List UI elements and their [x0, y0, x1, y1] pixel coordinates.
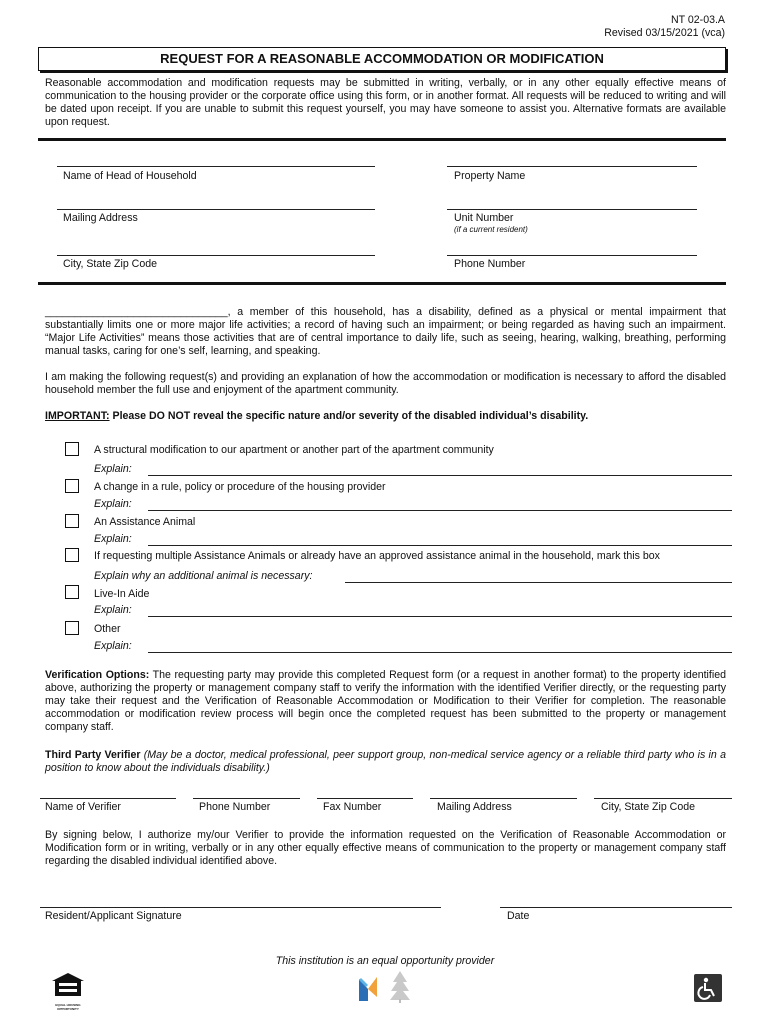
verification-paragraph [45, 669, 726, 734]
equal-opportunity-text: This institution is an equal opportunity provider [275, 955, 495, 967]
third-party-text: (May be a doctor, medical professional, peer support group, non-medical service agency or a reliable third party who is in a position to know about the individuals disability.) [45, 749, 726, 774]
explain-label: Explain: [94, 463, 132, 475]
city-state-zip-line[interactable] [57, 255, 375, 256]
rule-change-checkbox[interactable] [65, 479, 79, 493]
option-label: If requesting multiple Assistance Animals or already have an approved assistance animal in the household, mark this box [94, 550, 660, 562]
head-of-household-label: Name of Head of Household [63, 170, 197, 182]
verifier-city-label: City, State Zip Code [601, 801, 696, 813]
important-notice [45, 410, 726, 423]
signature-line[interactable] [40, 907, 441, 908]
mailing-address-line[interactable] [57, 209, 375, 210]
verifier-name-line[interactable] [40, 798, 176, 799]
verifier-address-label: Mailing Address [437, 801, 512, 813]
verification-text: The requesting party may provide this completed Request form (or a request in another format) to the property identified above, authorizing the property or management company staff to verify the information with the identified Verifier directly, or the requesting party may take their request and the Verification of Reasonable Accommodation or Modification to their Verifier for completion. The reasonable accommodation or modification review process will begin once the completed request has been submitted to the property or management company staff. [45, 669, 726, 733]
city-state-zip-label: City, State Zip Code [63, 258, 158, 270]
title-box [38, 47, 726, 71]
unit-number-note: (if a current resident) [454, 225, 528, 234]
mailing-address-label: Mailing Address [63, 212, 138, 224]
authorization-paragraph: By signing below, I authorize my/our Verifier to provide the information requested on the Verification of Reasonable Accommodation or Modification form or in writing, verbally or in any other equally effective means of communication to the property or management company staff regarding the disabled individual identified above. [45, 829, 726, 867]
option-label: A structural modification to our apartment or another part of the apartment community [94, 444, 494, 456]
revised-date: Revised 03/15/2021 (vca) [604, 27, 725, 39]
date-label: Date [507, 910, 530, 922]
verifier-address-line[interactable] [430, 798, 577, 799]
verifier-phone-label: Phone Number [199, 801, 271, 813]
eho-caption: EQUAL HOUSING OPPORTUNITY [55, 1003, 81, 1011]
structural-modification-checkbox[interactable] [65, 442, 79, 456]
unit-number-line[interactable] [447, 209, 697, 210]
explain-line[interactable] [148, 510, 732, 511]
explain-label: Explain why an additional animal is necessary: [94, 570, 313, 582]
explain-label: Explain: [94, 533, 132, 545]
equal-housing-logo [50, 972, 86, 1011]
verification-label: Verification Options: [45, 669, 150, 681]
third-party-paragraph [45, 749, 726, 775]
divider [38, 282, 726, 285]
explain-label: Explain: [94, 498, 132, 510]
assistance-animal-checkbox[interactable] [65, 514, 79, 528]
explain-line[interactable] [148, 616, 732, 617]
head-of-household-line[interactable] [57, 166, 375, 167]
divider [38, 138, 726, 141]
explain-line[interactable] [148, 652, 732, 653]
explain-label: Explain: [94, 604, 132, 616]
request-paragraph: I am making the following request(s) and providing an explanation of how the accommodation or modification is necessary to afford the disabled household member the full use and enjoyment of the apartment community. [45, 371, 726, 396]
important-text: Please DO NOT reveal the specific nature and/or severity of the disabled individual’s disability. [112, 410, 589, 422]
phone-number-line[interactable] [447, 255, 697, 256]
form-header [604, 14, 725, 40]
third-party-label: Third Party Verifier [45, 749, 141, 761]
verifier-fax-label: Fax Number [323, 801, 382, 813]
form-number: NT 02-03.A [671, 14, 725, 26]
multiple-animals-checkbox[interactable] [65, 548, 79, 562]
company-logo-icon [356, 973, 382, 1003]
explain-label: Explain: [94, 640, 132, 652]
explain-line[interactable] [148, 545, 732, 546]
verifier-phone-line[interactable] [193, 798, 300, 799]
explain-line[interactable] [148, 475, 732, 476]
property-name-line[interactable] [447, 166, 697, 167]
date-line[interactable] [500, 907, 732, 908]
property-name-label: Property Name [454, 170, 526, 182]
signature-label: Resident/Applicant Signature [45, 910, 182, 922]
phone-number-label: Phone Number [454, 258, 526, 270]
other-checkbox[interactable] [65, 621, 79, 635]
verifier-fax-line[interactable] [317, 798, 413, 799]
live-in-aide-checkbox[interactable] [65, 585, 79, 599]
verifier-city-line[interactable] [594, 798, 732, 799]
option-label: A change in a rule, policy or procedure of the housing provider [94, 481, 386, 493]
explain-line[interactable] [345, 582, 732, 583]
accessibility-icon [694, 974, 722, 1002]
important-label: IMPORTANT: [45, 410, 110, 422]
intro-paragraph: Reasonable accommodation and modification requests may be submitted in writing, verbally, or in any other equally effective means of communication to the housing provider or the corporate office using this form, or in another format. All requests will be reduced to writing and will be dated upon receipt. If you are unable to submit this request yourself, you may have someone to assist you. Alternative formats are available upon request. [45, 77, 726, 128]
house-icon [50, 972, 86, 998]
option-label: Live-In Aide [94, 588, 150, 600]
tree-icon [388, 970, 412, 1004]
verifier-name-label: Name of Verifier [45, 801, 121, 813]
unit-number-label: Unit Number [454, 212, 514, 224]
form-title: REQUEST FOR A REASONABLE ACCOMMODATION OR MODIFICATION [160, 51, 604, 66]
option-label: An Assistance Animal [94, 516, 196, 528]
option-label: Other [94, 623, 121, 635]
disability-paragraph: _______________________________, a member of this household, has a disability, defined as a physical or mental impairment that substantially limits one or more major life activities; a record of having such an impairment; or being regarded as having such an impairment. “Major Life Activities” means those activities that are of central importance to daily life, such as seeing, hearing, walking, breathing, performing manual tasks, caring for one’s self, learning, and speaking. [45, 306, 726, 357]
